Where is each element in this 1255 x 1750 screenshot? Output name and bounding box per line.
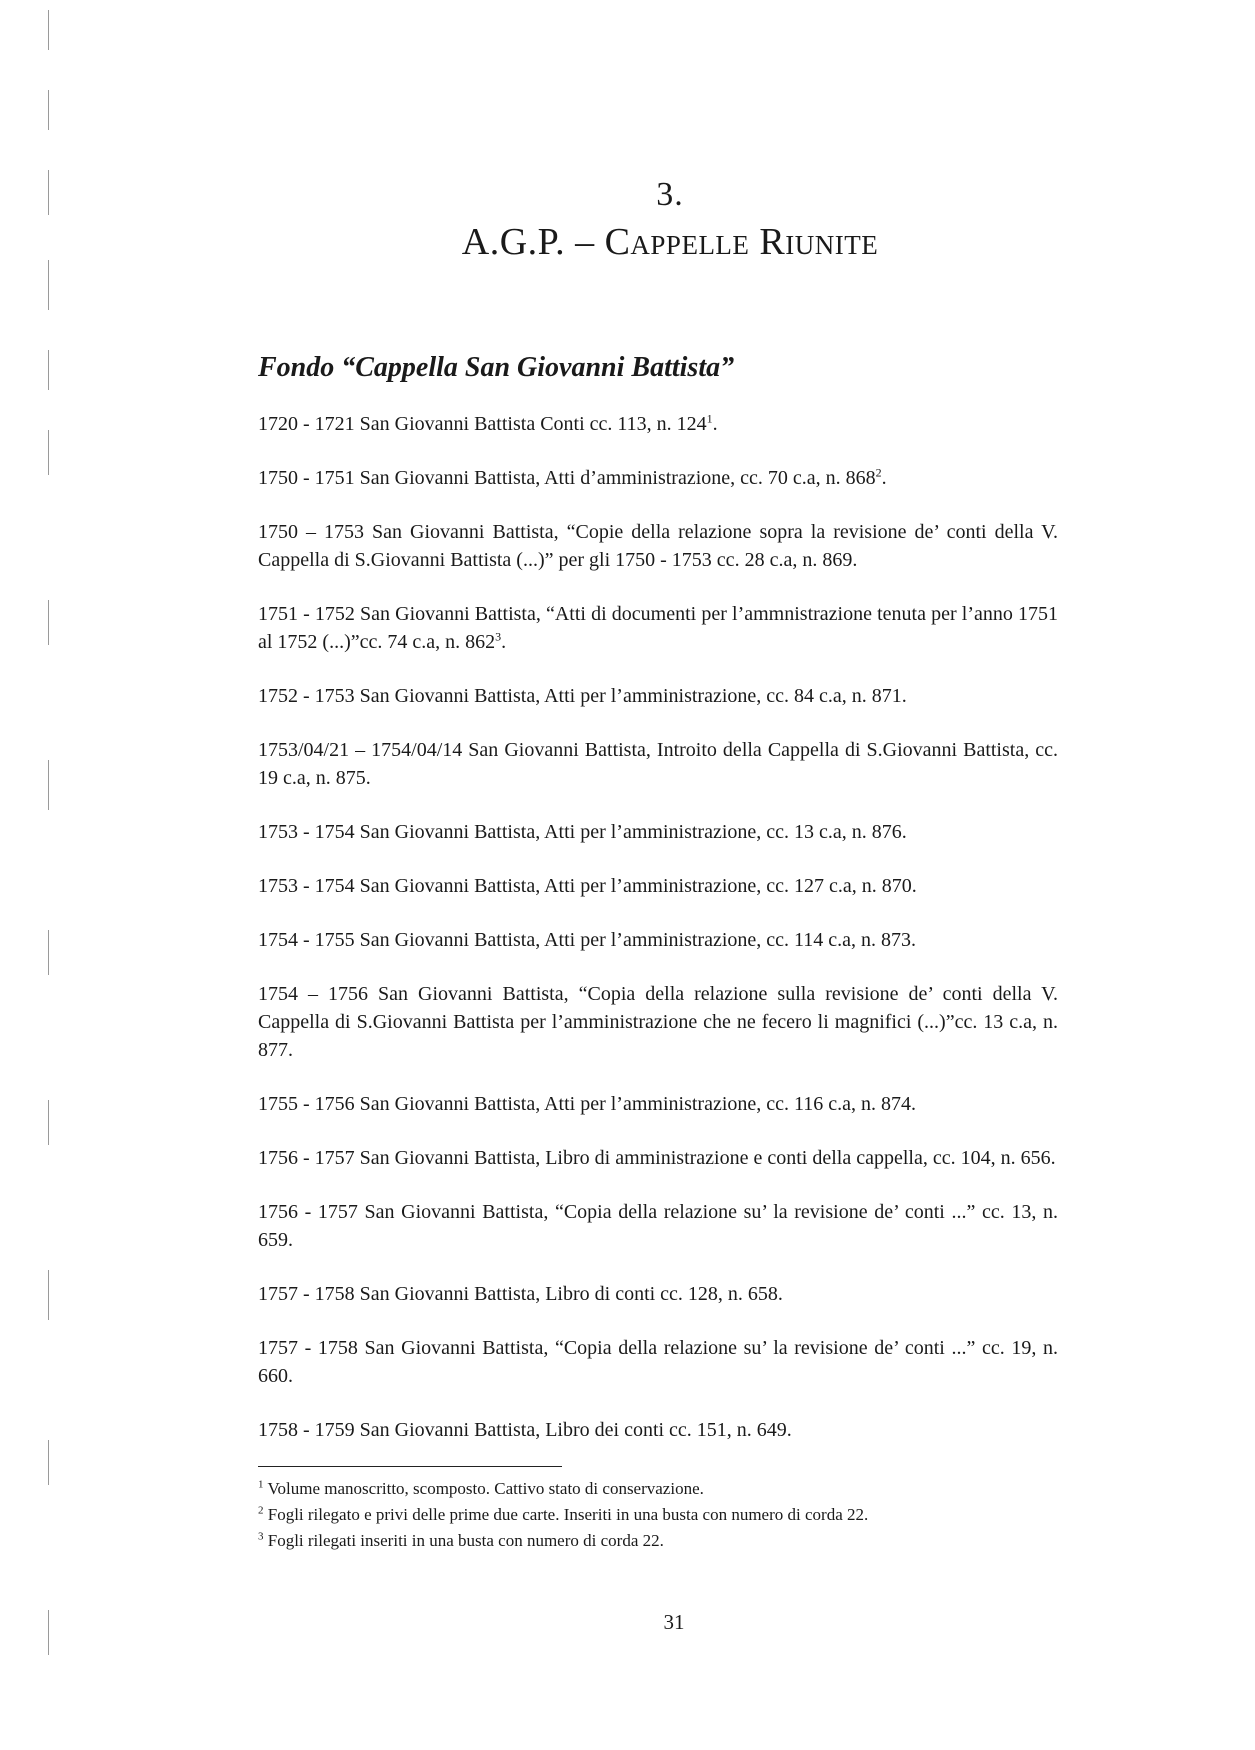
scan-edge-mark [48,1270,49,1320]
chapter-number: 3. [656,176,684,213]
archive-entry [258,600,1058,656]
archive-entry [258,1280,1058,1308]
entry-text: 1750 - 1751 San Giovanni Battista, Atti d’amministrazione, cc. 70 c.a, n. 868 [258,467,876,489]
entry-text: 1754 – 1756 San Giovanni Battista, “Copia della relazione sulla revisione de’ conti della V. Cappella di S.Giovanni Battista per l’amministrazione che ne fecero li magnifici (...)”cc. 13 c.a, n. 877. [258,983,1058,1061]
footnote [258,1528,1078,1554]
footnote-ref[interactable]: 2 [875,465,882,480]
entry-text: 1754 - 1755 San Giovanni Battista, Atti per l’amministrazione, cc. 114 c.a, n. 873. [258,929,917,951]
scan-edge-mark [48,350,49,390]
footnote [258,1476,1078,1502]
scan-edge-mark [48,260,49,310]
entry-text: 1751 - 1752 San Giovanni Battista, “Atti di documenti per l’ammnistrazione tenuta per l’anno 1751 al 1752 (...)”cc. 74 c.a, n. 862 [258,603,1058,653]
scan-edge-mark [48,930,49,975]
archive-entry [258,736,1058,792]
archive-entry [258,1334,1058,1390]
archive-entry [258,410,1058,438]
footnote-number: 1 [258,1478,264,1491]
footnote-text: Volume manoscritto, scomposto. Cattivo stato di conservazione. [267,1479,704,1498]
archive-entry [258,682,1058,710]
entry-text: 1756 - 1757 San Giovanni Battista, Libro di amministrazione e conti della cappella, cc. 104, n. 656. [258,1147,1056,1169]
footnote-text: Fogli rilegati inseriti in una busta con numero di corda 22. [267,1531,664,1550]
footnote-ref[interactable]: 3 [495,629,502,644]
page-number: 31 [663,1610,685,1634]
entry-tail: . [501,631,507,653]
footnote [258,1502,1078,1528]
archive-entry [258,1416,1058,1444]
entry-text: 1753 - 1754 San Giovanni Battista, Atti per l’amministrazione, cc. 13 c.a, n. 876. [258,821,907,843]
entry-text: 1720 - 1721 San Giovanni Battista Conti cc. 113, n. 124 [258,413,707,435]
entry-text: 1756 - 1757 San Giovanni Battista, “Copia della relazione su’ la revisione de’ conti ...” cc. 13, n. 659. [258,1201,1058,1251]
archive-entry [258,1144,1058,1172]
scan-edge-mark [48,1440,49,1485]
footnote-number: 2 [258,1504,264,1517]
scan-edge-mark [48,430,49,475]
footnote-ref[interactable]: 1 [706,411,713,426]
entry-text: 1757 - 1758 San Giovanni Battista, Libro di conti cc. 128, n. 658. [258,1283,783,1305]
footnote-number: 3 [258,1530,264,1543]
archive-entry [258,464,1058,492]
entry-list [258,410,1058,1470]
scan-edge-mark [48,10,49,50]
scan-edge-mark [48,90,49,130]
archive-entry [258,818,1058,846]
entry-tail: . [712,413,718,435]
footnote-separator [258,1466,562,1467]
scan-edge-mark [48,600,49,645]
archive-entry [258,1090,1058,1118]
archive-entry [258,518,1058,574]
archive-entry [258,980,1058,1064]
footnote-text: Fogli rilegato e privi delle prime due carte. Inseriti in una busta con numero di corda 22. [267,1505,869,1524]
chapter-title: A.G.P. – Cappelle Riunite [461,221,879,263]
entry-text: 1757 - 1758 San Giovanni Battista, “Copia della relazione su’ la revisione de’ conti ...” cc. 19, n. 660. [258,1337,1058,1387]
fondo-heading: Fondo “Cappella San Giovanni Battista” [258,352,735,383]
entry-text: 1755 - 1756 San Giovanni Battista, Atti per l’amministrazione, cc. 116 c.a, n. 874. [258,1093,917,1115]
entry-text: 1753/04/21 – 1754/04/14 San Giovanni Battista, Introito della Cappella di S.Giovanni Battista, cc. 19 c.a, n. 875. [258,739,1058,789]
scan-edge-mark [48,1100,49,1145]
entry-text: 1753 - 1754 San Giovanni Battista, Atti per l’amministrazione, cc. 127 c.a, n. 870. [258,875,917,897]
entry-text: 1750 – 1753 San Giovanni Battista, “Copie della relazione sopra la revisione de’ conti della V. Cappella di S.Giovanni Battista (...)” per gli 1750 - 1753 cc. 28 c.a, n. 869. [258,521,1058,571]
archive-entry [258,1198,1058,1254]
scan-edge-mark [48,760,49,810]
footnote-list [258,1476,1078,1554]
archive-entry [258,872,1058,900]
entry-text: 1752 - 1753 San Giovanni Battista, Atti per l’amministrazione, cc. 84 c.a, n. 871. [258,685,907,707]
entry-text: 1758 - 1759 San Giovanni Battista, Libro dei conti cc. 151, n. 649. [258,1419,792,1441]
archive-entry [258,926,1058,954]
entry-tail: . [881,467,887,489]
